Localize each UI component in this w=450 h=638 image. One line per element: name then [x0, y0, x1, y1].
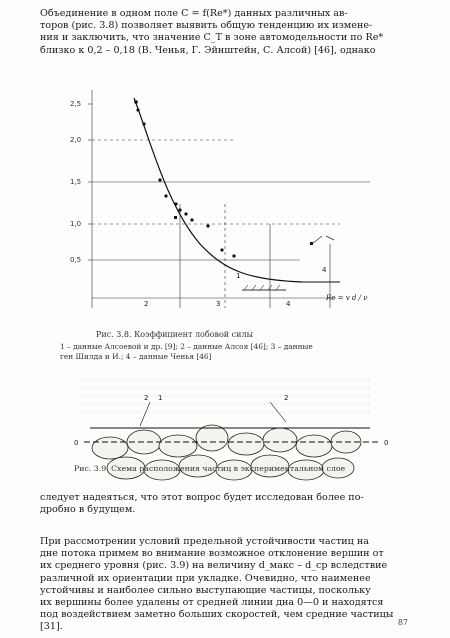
text-line: [31]. [40, 621, 63, 633]
text-line: следует надеяться, что этот вопрос будет исследован более по- [40, 492, 364, 503]
data-point [174, 202, 177, 205]
data-point [134, 100, 138, 104]
figure-drag-coefficient [40, 84, 420, 324]
text-line: дробно в будущем. [40, 504, 136, 516]
data-point [206, 224, 209, 227]
curve-label: 2 [144, 300, 149, 308]
figure-particle-layer [40, 372, 420, 492]
axis-variable-label: Re = v d / ν [326, 294, 368, 302]
y-tick-label: 2,5 [70, 100, 82, 108]
drag-curve [134, 98, 302, 282]
page-number: 87 [397, 618, 408, 627]
hatched-zone [242, 285, 286, 290]
text-line: При рассмотрении условий предельной устойчивости частиц на [40, 536, 370, 547]
text-line: под воздействием заметно больших скоростей, чем средние частицы [40, 609, 394, 621]
data-point [158, 178, 161, 181]
text-line: дне потока примем во внимание возможное отклонение вершин от [40, 548, 384, 560]
y-tick-label: 2,0 [70, 136, 82, 144]
particle [296, 435, 332, 457]
paragraph-top [40, 8, 412, 57]
figure2-label: 1 [158, 394, 163, 402]
text-line: устойчивы и наиболее сильно выступающие частицы, поскольку [40, 584, 371, 596]
y-tick-label: 1,5 [70, 178, 82, 186]
data-point [142, 122, 145, 125]
data-point [164, 194, 167, 197]
data-point [178, 208, 181, 211]
particle [263, 428, 297, 452]
figure2-label: 2 [144, 394, 149, 402]
particle [159, 435, 197, 457]
text-line: их среднего уровня (рис. 3.9) на величину d_макс – d_ср вследствие [40, 560, 388, 572]
figure2-label: 2 [284, 394, 289, 402]
data-point [232, 254, 235, 257]
text-line: различной их ориентации при укладке. Очевидно, что наименее [40, 572, 371, 584]
curve-label: 4 [322, 266, 327, 274]
figure2-caption: Рис. 3.9. Схема расположения частиц в экспериментальном слое [74, 464, 346, 473]
text-line: торов (рис. 3.8) позволяет выявить общую тенденцию их измене- [40, 20, 373, 32]
text-line: их вершины более удалены от средней линии дна 0—0 и находятся [40, 597, 384, 609]
particle [92, 437, 128, 459]
figure1-caption-title: Рис. 3.8. Коэффициент лобовой силы [96, 330, 253, 339]
figure2-label: 0 [74, 439, 79, 447]
text-line: Объединение в одном поле C = f(Re*) данных различных ав- [40, 8, 348, 19]
data-point [184, 212, 187, 215]
curve-label: 3 [216, 300, 221, 308]
paragraph-bottom [40, 536, 412, 634]
figure1-caption-line: ген Шилда и И.; 4 – данные Ченья [46] [60, 352, 212, 361]
figure1-caption-line: 1 – данные Алсоевой и др. [9]; 2 – данные Алсоя [46]; 3 – данные [60, 342, 313, 351]
data-point [310, 242, 313, 245]
particle [228, 433, 264, 455]
curve-label: 1 [236, 272, 241, 280]
data-points [134, 100, 313, 257]
figure2-label: 0 [384, 439, 389, 447]
data-point [220, 248, 223, 251]
data-point [190, 218, 193, 221]
curve-label: 4 [286, 300, 291, 308]
y-tick-label: 0,5 [70, 256, 82, 264]
text-line: близко к 0,2 – 0,18 (В. Ченья, Г. Эйнштейн, С. Алсой) [46], однако [40, 44, 376, 56]
data-point [174, 216, 177, 219]
data-point [136, 108, 139, 111]
y-tick-label: 1,0 [70, 220, 82, 228]
particle [196, 425, 228, 451]
paragraph-middle [40, 492, 412, 516]
text-line: ния и заключить, что значение C_T в зоне автомодельности по Re* [40, 32, 384, 44]
